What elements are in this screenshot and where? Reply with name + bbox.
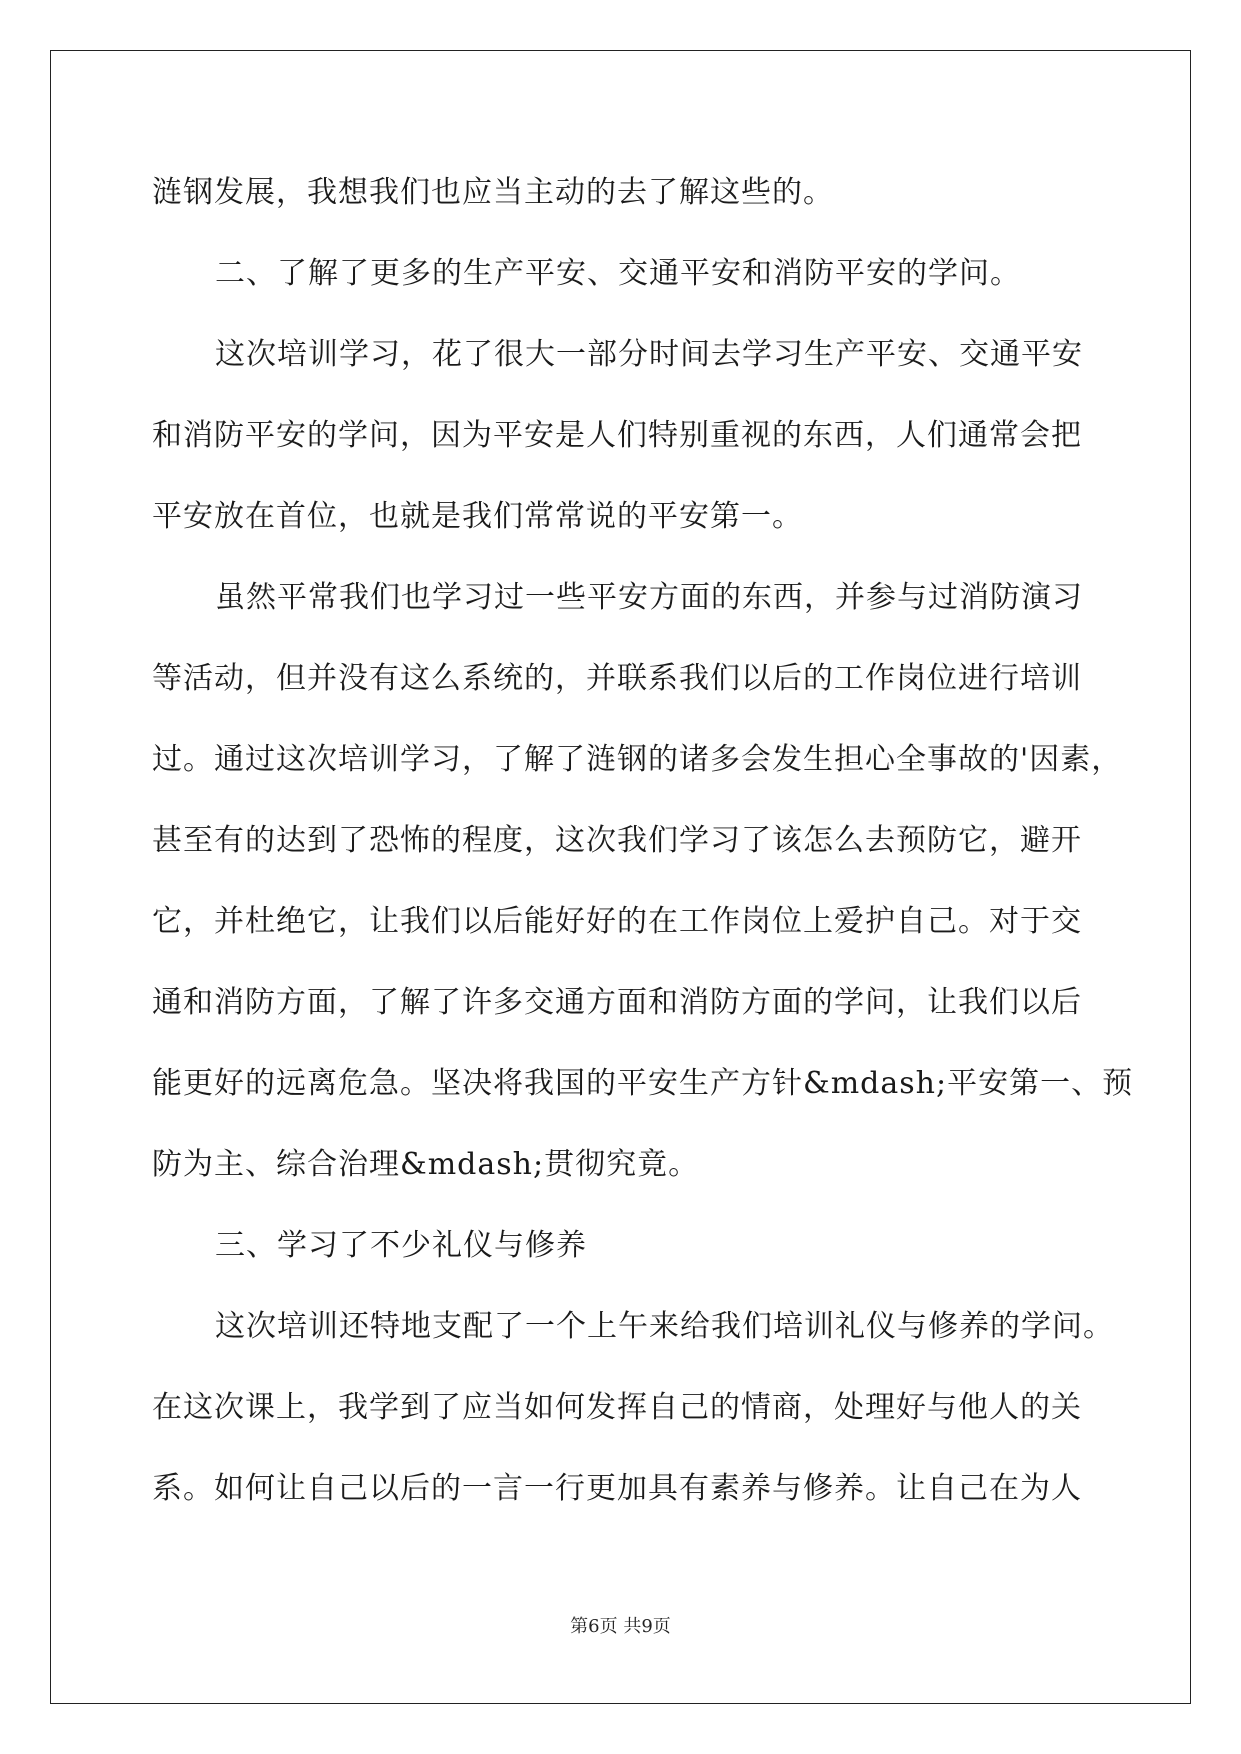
text-line-16: 在这次课上，我学到了应当如何发挥自己的情商，处理好与他人的关 — [152, 1390, 1082, 1425]
text-line-3: 这次培训学习，花了很大一部分时间去学习生产平安、交通平安 — [215, 337, 1083, 372]
text-line-15: 这次培训还特地支配了一个上午来给我们培训礼仪与修养的学问。 — [215, 1309, 1114, 1344]
text-line-12: 能更好的远离危急。坚决将我国的平安生产方针&mdash;平安第一、预 — [152, 1066, 1134, 1101]
text-line-6: 虽然平常我们也学习过一些平安方面的东西，并参与过消防演习 — [215, 580, 1083, 615]
text-line-14: 三、学习了不少礼仪与修养 — [215, 1228, 587, 1263]
text-line-4: 和消防平安的学问，因为平安是人们特别重视的东西，人们通常会把 — [152, 418, 1082, 453]
page-number-footer: 第6页 共9页 — [570, 1616, 671, 1637]
text-line-1: 涟钢发展，我想我们也应当主动的去了解这些的。 — [152, 175, 834, 210]
text-line-8: 过。通过这次培训学习，了解了涟钢的诸多会发生担心全事故的'因素， — [152, 742, 1123, 777]
text-line-10: 它，并杜绝它，让我们以后能好好的在工作岗位上爱护自己。对于交 — [152, 904, 1082, 939]
text-line-13: 防为主、综合治理&mdash;贯彻究竟。 — [152, 1147, 700, 1182]
text-line-7: 等活动，但并没有这么系统的，并联系我们以后的工作岗位进行培训 — [152, 661, 1082, 696]
text-line-2: 二、了解了更多的生产平安、交通平安和消防平安的学问。 — [215, 256, 1021, 291]
text-line-5: 平安放在首位，也就是我们常常说的平安第一。 — [152, 499, 803, 534]
text-line-17: 系。如何让自己以后的一言一行更加具有素养与修养。让自己在为人 — [152, 1471, 1082, 1506]
text-line-11: 通和消防方面，了解了许多交通方面和消防方面的学问，让我们以后 — [152, 985, 1082, 1020]
text-line-9: 甚至有的达到了恐怖的程度，这次我们学习了该怎么去预防它，避开 — [152, 823, 1082, 858]
document-body — [152, 152, 1134, 1529]
